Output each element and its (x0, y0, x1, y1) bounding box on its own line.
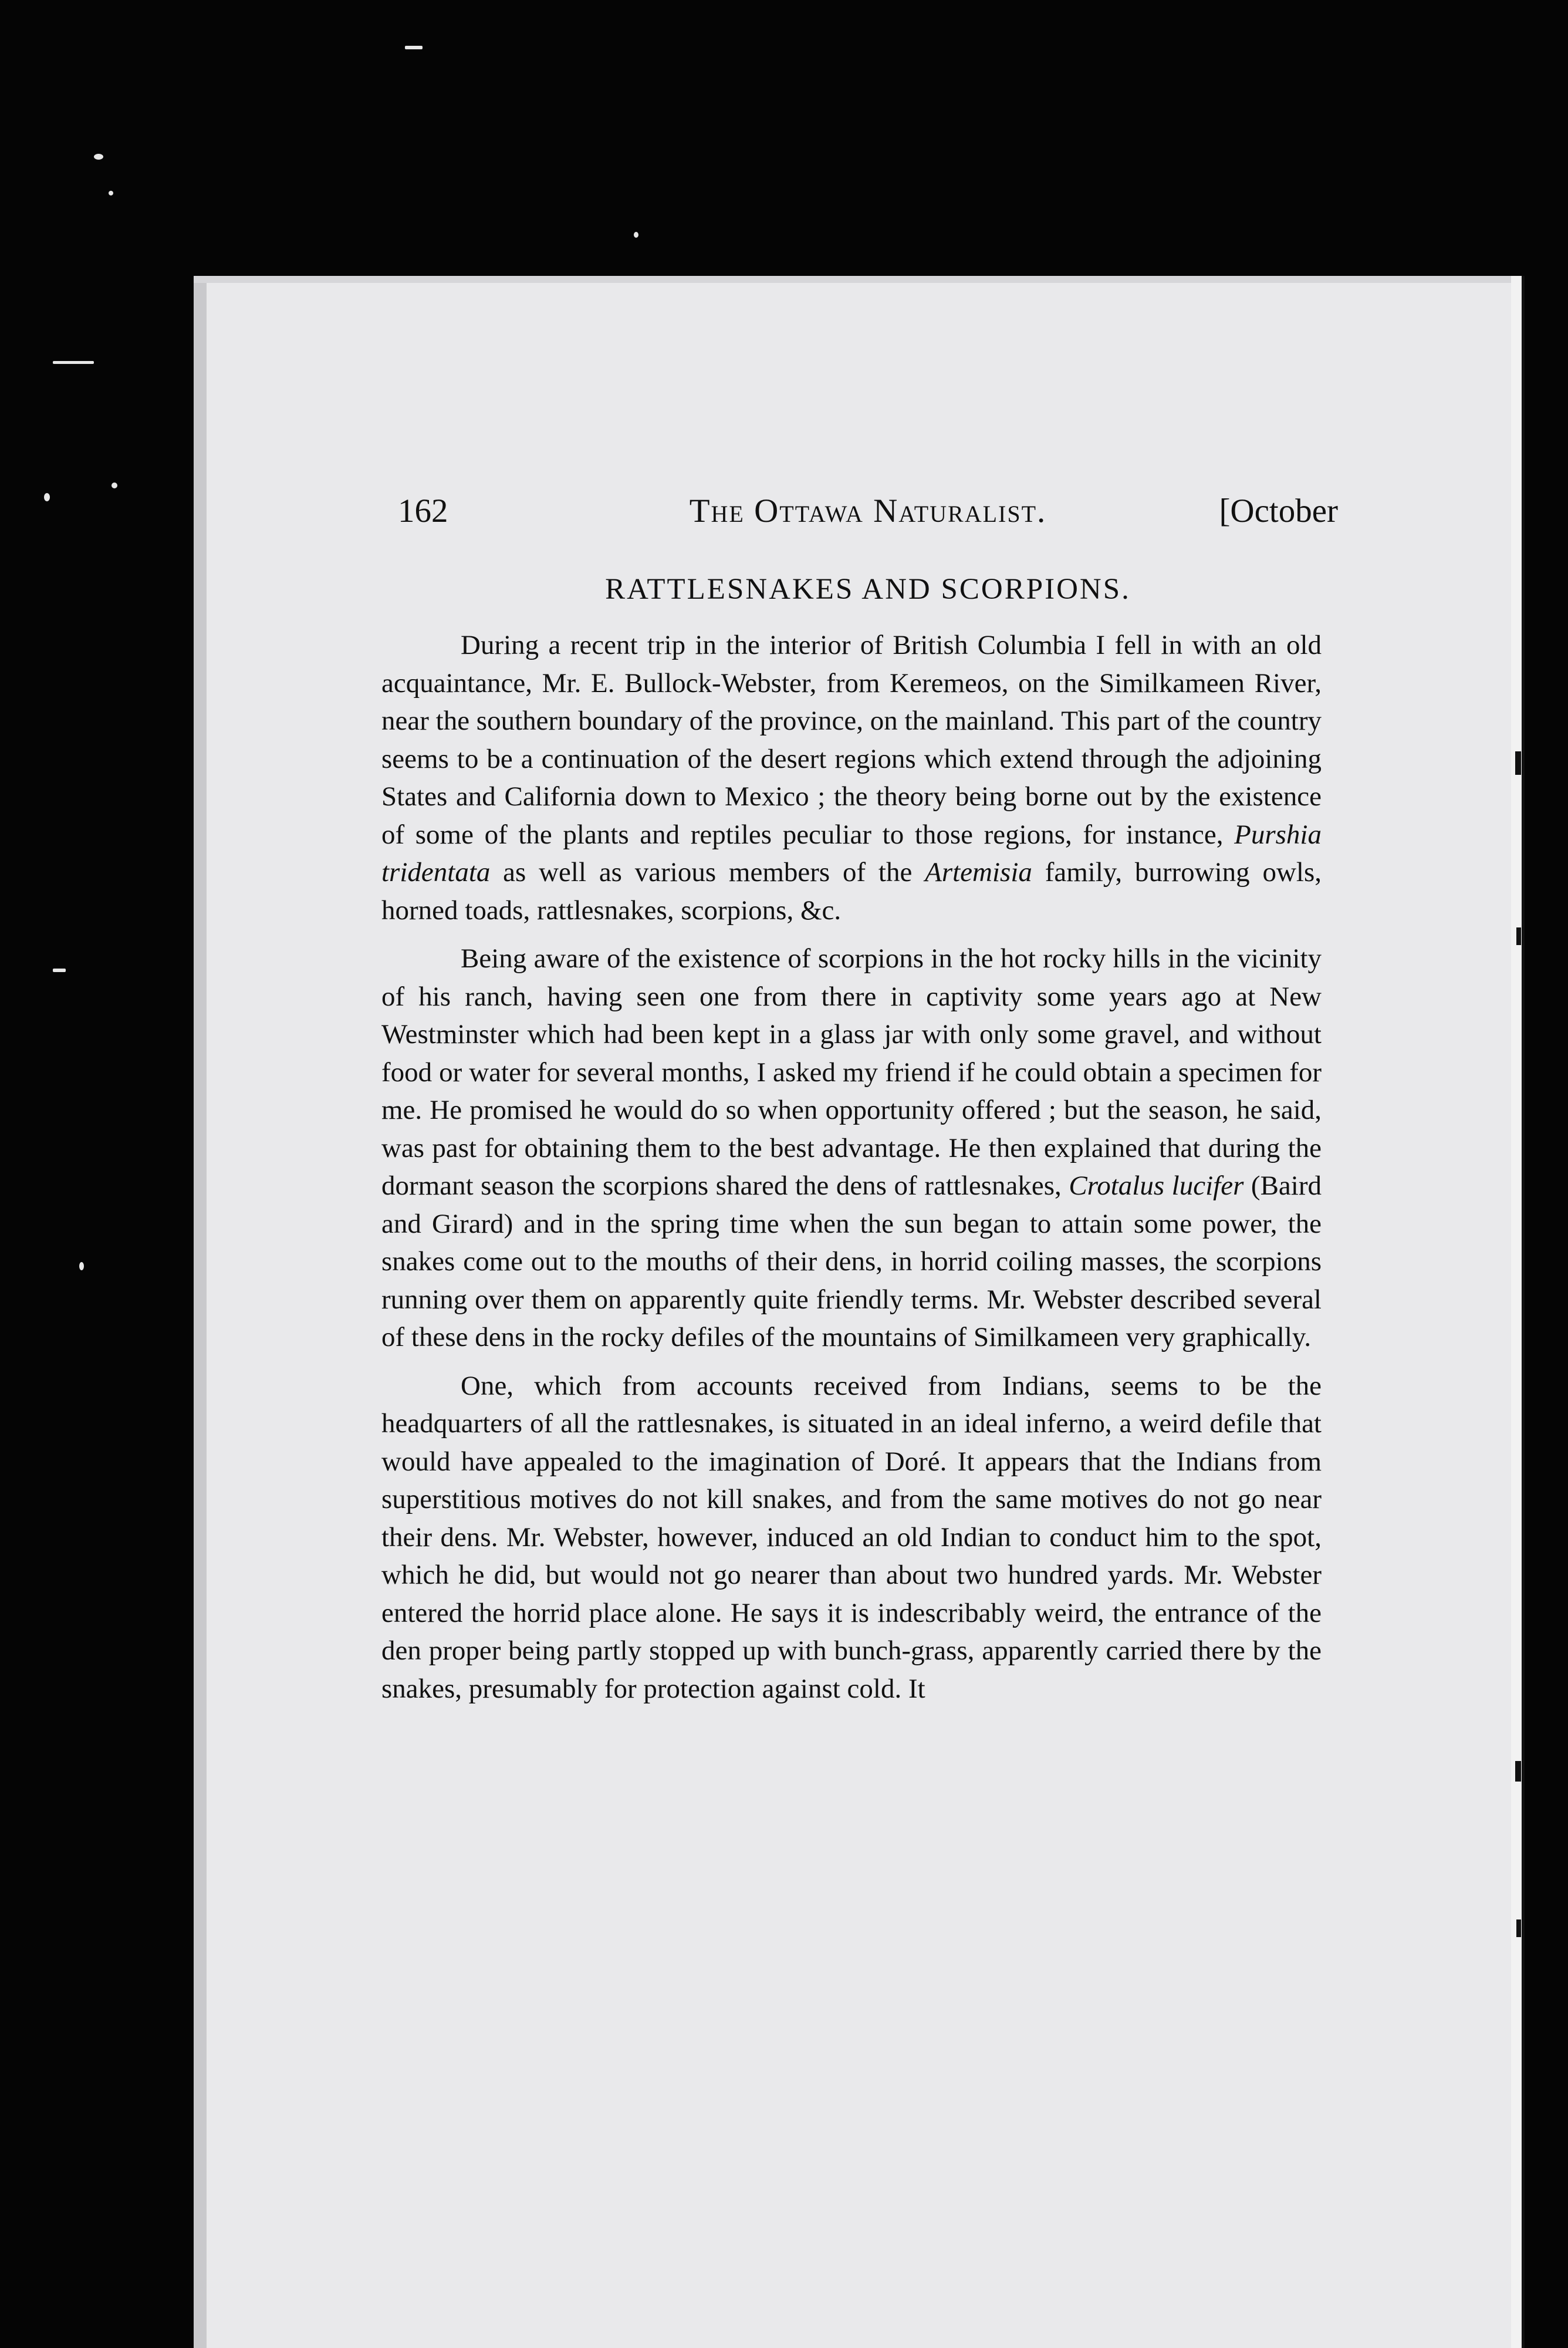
paragraph: During a recent trip in the interior of British Columbia I fell in with an old acquaintance, Mr. E. Bullock-Webster, from Keremeos, on the Similkameen River, near the southern boundary of the province, on the mainland. This part of the country seems to be a continuation of the desert regions which extend through the adjoining States and California down to Mexico ; the theory being borne out by the existence of some of the plants and reptiles peculiar to those regions, for instance, Purshia tridentata as well as various members of the Artemisia family, burrowing owls, horned toads, rattlesnakes, scorpions, &c. (381, 630, 1322, 926)
dust-speck (94, 154, 103, 160)
dust-speck (634, 232, 638, 238)
species-name: Crotalus lucifer (1069, 1170, 1244, 1201)
edge-mark (1516, 927, 1521, 945)
dust-speck (111, 483, 117, 488)
page-top-edge (194, 276, 1514, 283)
paragraph: One, which from accounts received from Indians, seems to be the headquarters of all the rattlesnakes, is situated in an ideal inferno, a weird defile that would have appealed to the imagination of Doré. It appears that the Indians from superstitious motives do not kill snakes, and from the same motives do not go near their dens. Mr. Webster, however, induced an old Indian to conduct him to the spot, which he did, but would not go nearer than about two hundred yards. Mr. Webster entered the horrid place alone. He says it is indescribably weird, the entrance of the den proper being partly stopped up with bunch-grass, apparently carried there by the snakes, presumably for protection against cold. It (381, 1370, 1322, 1704)
dust-speck (53, 969, 66, 972)
dust-speck (109, 191, 113, 195)
genus-name: Artemisia (925, 857, 1032, 888)
issue-month: [October (1219, 492, 1338, 529)
page-binding-line (1522, 276, 1525, 2348)
dust-speck (405, 46, 423, 49)
page-number: 162 (398, 492, 448, 529)
dust-speck (79, 1262, 84, 1270)
journal-title: The Ottawa Naturalist. (689, 492, 1047, 529)
edge-mark (1516, 1919, 1521, 1937)
edge-mark (1515, 751, 1521, 775)
paragraph: Being aware of the existence of scorpions in the hot rocky hills in the vicinity of his ranch, having seen one from there in captivity some years ago at New Westminster which had been kept in a glass jar with only some gravel, and without food or water for several months, I asked my friend if he could obtain a specimen for me. He promised he would do so when opportunity offered ; but the season, he said, was past for obtaining them to the best advantage. He then explained that during the dormant season the scorpions shared the dens of rattlesnakes, Crotalus lucifer (Baird and Girard) and in the spring time when the sun began to attain some power, the snakes come out to the mouths of their dens, in horrid coiling masses, the scorpions running over them on apparently quite friendly terms. Mr. Webster described several of these dens in the rocky defiles of the mountains of Similkameen very graphically. (381, 943, 1322, 1352)
dust-speck (53, 361, 94, 364)
page-right-edge (1511, 276, 1522, 2348)
article-title: RATTLESNAKES AND SCORPIONS. (605, 573, 1131, 606)
edge-mark (1515, 1761, 1521, 1782)
species-name: Purshia tridentata (381, 819, 1322, 888)
dust-speck (44, 493, 50, 501)
article-body (381, 626, 1322, 1708)
running-header (398, 492, 1338, 539)
